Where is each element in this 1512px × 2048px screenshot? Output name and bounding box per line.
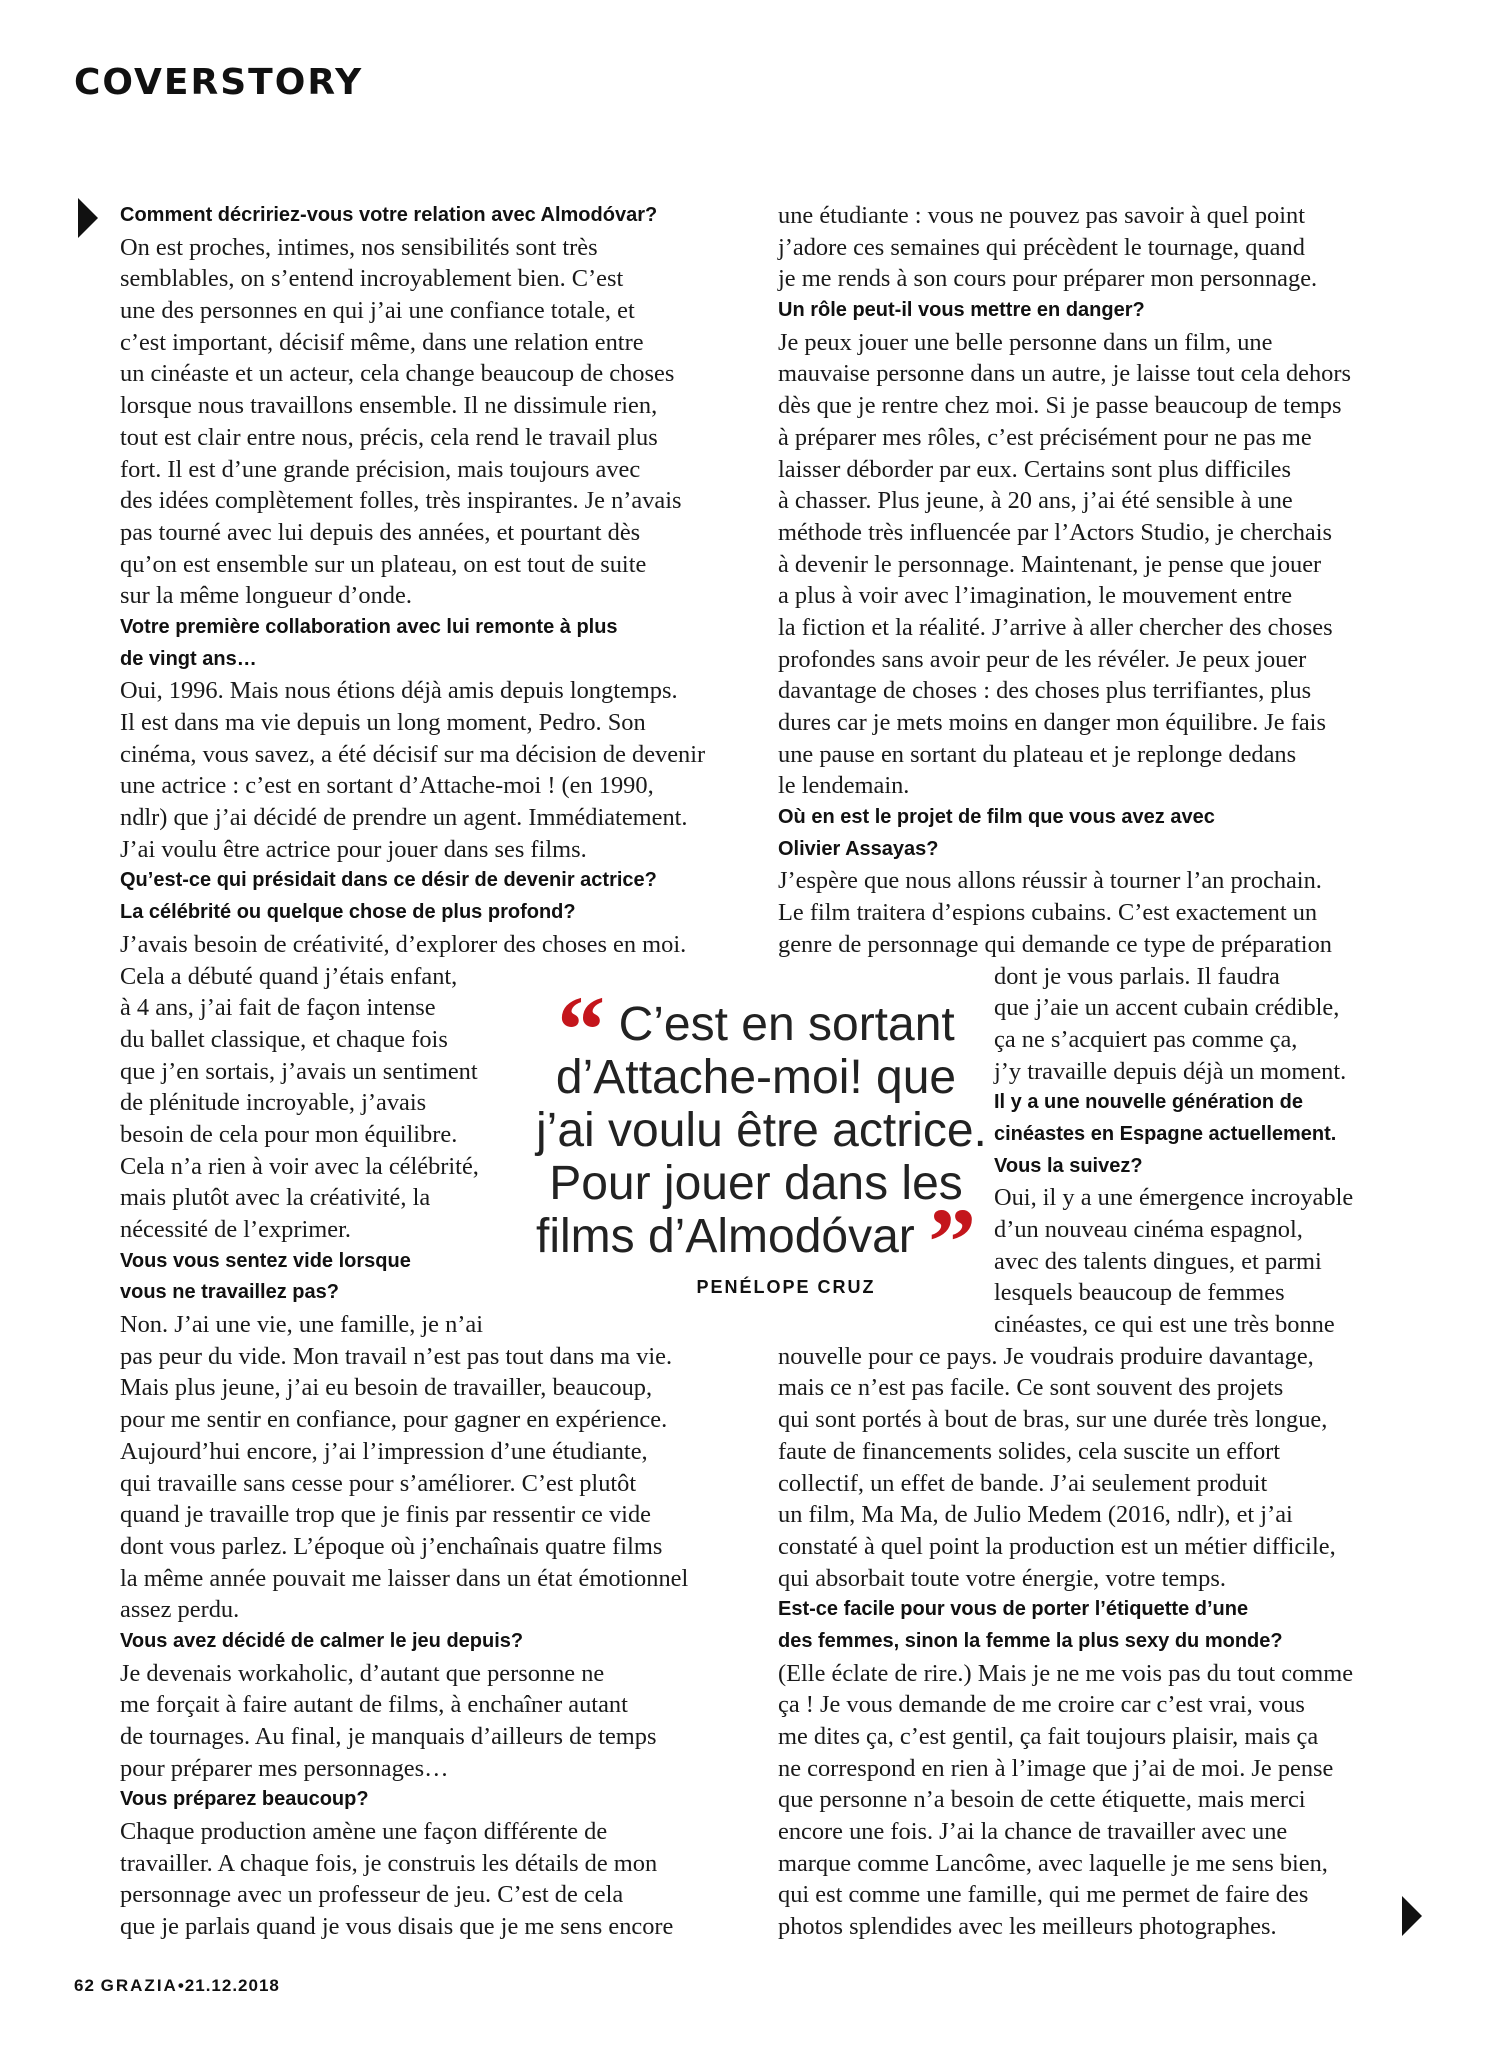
question-line: Olivier Assayas? xyxy=(778,837,939,860)
answer-line: Le film traitera d’espions cubains. C’est exactement un xyxy=(778,899,1318,927)
answer-line: quand je travaille trop que je finis par ressentir ce vide xyxy=(120,1501,651,1529)
pull-quote xyxy=(536,976,987,1298)
question-line: des femmes, sinon la femme la plus sexy du monde? xyxy=(778,1629,1283,1652)
question-line: Est-ce facile pour vous de porter l’étiquette d’une xyxy=(778,1598,1249,1621)
answer-line: Chaque production amène une façon différente de xyxy=(120,1818,608,1846)
page-number: 62 xyxy=(74,1976,95,1995)
answer-line: c’est important, décisif même, dans une relation entre xyxy=(120,328,644,356)
answer-line: Il est dans ma vie depuis un long moment, Pedro. Son xyxy=(120,709,646,736)
answer-line: du ballet classique, et chaque fois xyxy=(120,1025,448,1053)
pull-quote-line: d’Attache-moi! que xyxy=(555,1051,957,1104)
answer-line: Aujourd’hui encore, j’ai l’impression d’une étudiante, xyxy=(120,1437,648,1465)
answer-line: dès que je rentre chez moi. Si je passe beaucoup de temps xyxy=(778,392,1342,420)
question-line: Votre première collaboration avec lui remonte à plus xyxy=(120,615,618,638)
answer-line: ndlr) que j’ai décidé de prendre un agent. Immédiatement. xyxy=(120,804,688,832)
answer-line: j’adore ces semaines qui précèdent le tournage, quand xyxy=(778,233,1305,261)
answer-line: que je parlais quand je vous disais que je me sens encore xyxy=(120,1913,674,1941)
answer-line: lesquels beaucoup de femmes xyxy=(994,1279,1285,1307)
answer-line: Je peux jouer une belle personne dans un film, une xyxy=(778,328,1273,356)
answer-line: pas peur du vide. Mon travail n’est pas tout dans ma vie. xyxy=(120,1342,673,1370)
answer-line: Oui, il y a une émergence incroyable xyxy=(994,1184,1354,1212)
answer-line: tout est clair entre nous, précis, cela rend le travail plus xyxy=(120,423,658,451)
answer-line: J’ai voulu être actrice pour jouer dans ses films. xyxy=(120,835,587,863)
answer-line: qui travaille sans cesse pour s’améliorer. C’est plutôt xyxy=(120,1469,637,1497)
answer-line: à chasser. Plus jeune, à 20 ans, j’ai été sensible à une xyxy=(778,487,1293,515)
open-quote-mark-icon: “ xyxy=(557,976,606,1083)
answer-line: à 4 ans, j’ai fait de façon intense xyxy=(120,994,436,1022)
answer-line: marque comme Lancôme, avec laquelle je me sens bien, xyxy=(778,1849,1328,1877)
answer-line: cinéma, vous savez, a été décisif sur ma décision de devenir xyxy=(120,740,706,768)
question-line: de vingt ans… xyxy=(120,647,257,670)
question-line: La célébrité ou quelque chose de plus profond? xyxy=(120,901,576,924)
page-footer xyxy=(74,1976,280,1996)
pull-quote-attribution: PENÉLOPE CRUZ xyxy=(696,1277,876,1297)
question-line: Vous la suivez? xyxy=(994,1154,1143,1177)
answer-line: nécessité de l’exprimer. xyxy=(120,1216,351,1243)
answer-line: une pause en sortant du plateau et je replonge dedans xyxy=(778,740,1297,768)
answer-line: Cela n’a rien à voir avec la célébrité, xyxy=(120,1152,479,1180)
answer-line: personnage avec un professeur de jeu. C’est de cela xyxy=(120,1881,624,1909)
answer-line: a plus à voir avec l’imagination, le mouvement entre xyxy=(778,582,1293,610)
answer-line: mais plutôt avec la créativité, la xyxy=(120,1184,431,1212)
answer-line: laisser déborder par eux. Certains sont plus difficiles xyxy=(778,455,1291,483)
answer-line: à devenir le personnage. Maintenant, je pense que jouer xyxy=(778,550,1322,578)
answer-line: dures car je mets moins en danger mon équilibre. Je fais xyxy=(778,709,1326,736)
answer-line: Non. J’ai une vie, une famille, je n’ai xyxy=(120,1311,484,1339)
answer-line: pour me sentir en confiance, pour gagner en expérience. xyxy=(120,1406,668,1434)
start-arrow-icon xyxy=(78,198,98,238)
answer-line: mais ce n’est pas facile. Ce sont souvent des projets xyxy=(778,1374,1284,1402)
answer-line: nouvelle pour ce pays. Je voudrais produire davantage, xyxy=(778,1342,1314,1370)
answer-line: Cela a débuté quand j’étais enfant, xyxy=(120,962,458,990)
answer-line: pour préparer mes personnages… xyxy=(120,1754,449,1782)
answer-line: J’avais besoin de créativité, d’explorer des choses en moi. xyxy=(120,930,687,958)
answer-line: J’espère que nous allons réussir à tourner l’an prochain. xyxy=(778,867,1322,895)
issue-date: 21.12.2018 xyxy=(184,1976,280,1995)
answer-line: constaté à quel point la production est un métier difficile, xyxy=(778,1532,1336,1560)
answer-line: le lendemain. xyxy=(778,772,910,800)
answer-line: collectif, un effet de bande. J’ai seulement produit xyxy=(778,1469,1268,1497)
footer-separator: • xyxy=(177,1976,185,1995)
answer-line: me dites ça, c’est gentil, ça fait toujours plaisir, mais ça xyxy=(778,1723,1319,1750)
answer-line: à préparer mes rôles, c’est précisément pour ne pas me xyxy=(778,423,1312,451)
answer-line: Oui, 1996. Mais nous étions déjà amis depuis longtemps. xyxy=(120,677,678,705)
answer-line: une étudiante : vous ne pouvez pas savoir à quel point xyxy=(778,202,1305,229)
pull-quote-line: films d’Almodóvar ” xyxy=(536,1188,977,1295)
answer-line: me forçait à faire autant de films, à enchaîner autant xyxy=(120,1691,628,1719)
answer-line: que j’aie un accent cubain crédible, xyxy=(994,994,1340,1022)
answer-line: faute de financements solides, cela suscite un effort xyxy=(778,1437,1281,1465)
answer-line: mauvaise personne dans un autre, je laisse tout cela dehors xyxy=(778,360,1351,388)
answer-line: avec des talents dingues, et parmi xyxy=(994,1247,1322,1275)
answer-line: une actrice : c’est en sortant d’Attache-moi ! (en 1990, xyxy=(120,772,654,800)
answer-line: je me rends à son cours pour préparer mon personnage. xyxy=(778,265,1318,293)
answer-line: (Elle éclate de rire.) Mais je ne me vois pas du tout comme xyxy=(778,1659,1354,1687)
question-line: Qu’est-ce qui présidait dans ce désir de devenir actrice? xyxy=(120,869,657,892)
pull-quote-line: j’ai voulu être actrice. xyxy=(536,1104,987,1157)
answer-line: dont je vous parlais. Il faudra xyxy=(994,962,1280,990)
question-line: Vous préparez beaucoup? xyxy=(120,1788,369,1811)
answer-line: des idées complètement folles, très inspirantes. Je n’avais xyxy=(120,487,682,515)
answer-line: ça ! Je vous demande de me croire car c’est vrai, vous xyxy=(778,1691,1305,1719)
question-line: Où en est le projet de film que vous avez avec xyxy=(778,806,1215,829)
answer-line: de tournages. Au final, je manquais d’ailleurs de temps xyxy=(120,1723,657,1750)
answer-line: qu’on est ensemble sur un plateau, on est tout de suite xyxy=(120,550,647,578)
question-line: vous ne travaillez pas? xyxy=(120,1281,339,1304)
answer-line: j’y travaille depuis déjà un moment. xyxy=(994,1057,1347,1085)
answer-line: de plénitude incroyable, j’avais xyxy=(120,1089,427,1117)
answer-line: un film, Ma Ma, de Julio Medem (2016, ndlr), et j’ai xyxy=(778,1501,1293,1529)
question-line: Vous avez décidé de calmer le jeu depuis? xyxy=(120,1629,524,1652)
answer-line: que personne n’a besoin de cette étiquette, mais merci xyxy=(778,1786,1306,1814)
answer-line: lorsque nous travaillons ensemble. Il ne dissimule rien, xyxy=(120,392,658,420)
answer-line: travailler. A chaque fois, je construis les détails de mon xyxy=(120,1849,658,1877)
answer-line: encore une fois. J’ai la chance de travailler avec une xyxy=(778,1818,1288,1846)
answer-line: Je devenais workaholic, d’autant que personne ne xyxy=(120,1659,605,1687)
answer-line: la fiction et la réalité. J’arrive à aller chercher des choses xyxy=(778,613,1333,641)
answer-line: ça ne s’acquiert pas comme ça, xyxy=(994,1025,1298,1053)
question-line: Vous vous sentez vide lorsque xyxy=(120,1249,411,1272)
question-line: Comment décririez-vous votre relation avec Almodóvar? xyxy=(120,204,658,226)
answer-line: la même année pouvait me laisser dans un état émotionnel xyxy=(120,1564,689,1592)
answer-line: cinéastes, ce qui est une très bonne xyxy=(994,1311,1335,1339)
answer-line: On est proches, intimes, nos sensibilités sont très xyxy=(120,233,598,261)
answer-line: qui sont portés à bout de bras, sur une durée très longue, xyxy=(778,1406,1328,1434)
answer-line: semblables, on s’entend incroyablement bien. C’est xyxy=(120,265,624,293)
answer-line: Mais plus jeune, j’ai eu besoin de travailler, beaucoup, xyxy=(120,1374,653,1402)
answer-line: un cinéaste et un acteur, cela change beaucoup de choses xyxy=(120,360,675,388)
pull-quote-line: Pour jouer dans les xyxy=(549,1157,963,1210)
question-line: cinéastes en Espagne actuellement. xyxy=(994,1122,1337,1145)
section-title: COVERSTORY xyxy=(74,62,364,103)
magazine-name: GRAZIA xyxy=(100,1976,178,1995)
close-quote-mark-icon: ” xyxy=(928,1188,977,1295)
answer-line: qui absorbait toute votre énergie, votre temps. xyxy=(778,1564,1226,1592)
answer-line: profondes sans avoir peur de les révéler. Je peux jouer xyxy=(778,645,1307,673)
question-line: Un rôle peut-il vous mettre en danger? xyxy=(778,299,1145,322)
answer-line: fort. Il est d’une grande précision, mais toujours avec xyxy=(120,455,641,483)
answer-line: d’un nouveau cinéma espagnol, xyxy=(994,1216,1303,1243)
answer-line: photos splendides avec les meilleurs photographes. xyxy=(778,1913,1277,1941)
answer-line: pas tourné avec lui depuis des années, et pourtant dès xyxy=(120,518,641,546)
answer-line: que j’en sortais, j’avais un sentiment xyxy=(120,1057,478,1085)
answer-line: méthode très influencée par l’Actors Studio, je cherchais xyxy=(778,518,1333,546)
answer-line: genre de personnage qui demande ce type de préparation xyxy=(778,930,1332,958)
answer-line: dont vous parlez. L’époque où j’enchaînais quatre films xyxy=(120,1532,663,1560)
answer-line: besoin de cela pour mon équilibre. xyxy=(120,1120,458,1148)
answer-line: davantage de choses : des choses plus terrifiantes, plus xyxy=(778,677,1312,705)
answer-line: assez perdu. xyxy=(120,1596,240,1624)
continue-arrow-icon xyxy=(1402,1896,1422,1936)
answer-line: sur la même longueur d’onde. xyxy=(120,582,412,610)
pull-quote-line: “ C’est en sortant xyxy=(557,976,955,1083)
question-line: Il y a une nouvelle génération de xyxy=(994,1091,1303,1114)
answer-line: une des personnes en qui j’ai une confiance totale, et xyxy=(120,297,635,325)
answer-line: qui est comme une famille, qui me permet de faire des xyxy=(778,1881,1309,1909)
answer-line: ne correspond en rien à l’image que j’ai de moi. Je pense xyxy=(778,1754,1334,1782)
